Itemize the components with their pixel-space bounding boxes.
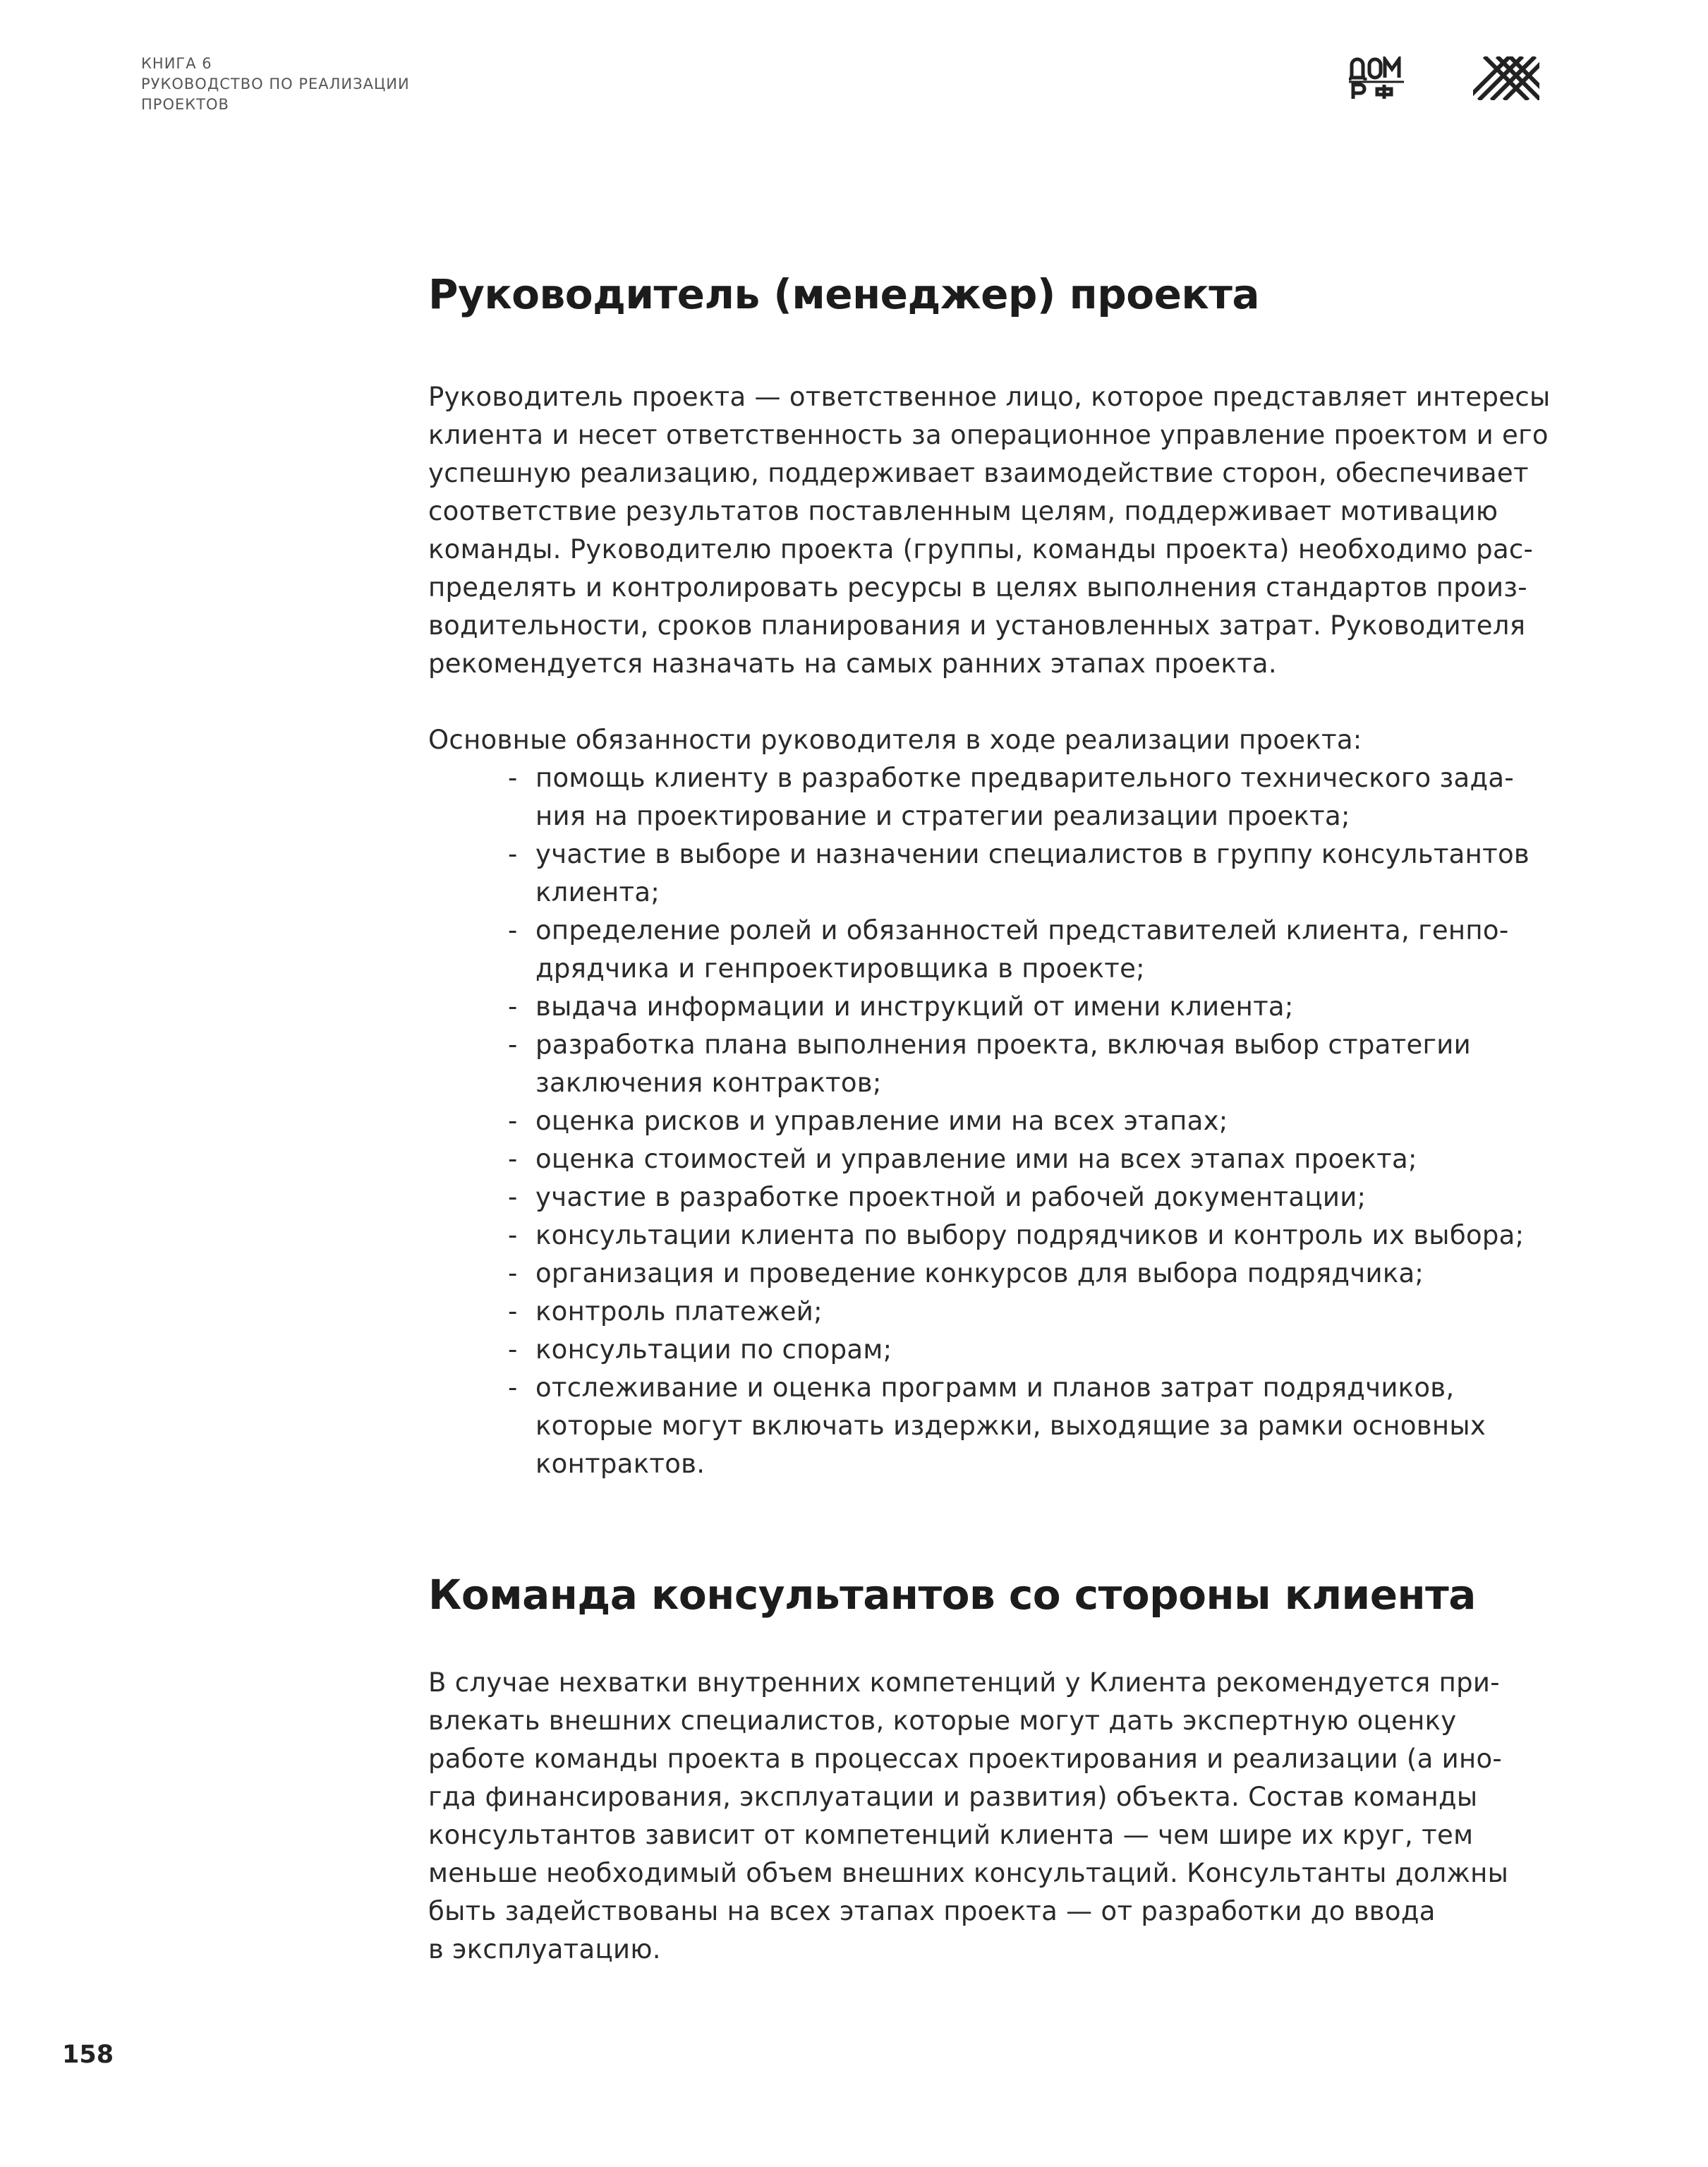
list-intro: Основные обязанности руководителя в ходе реализации проекта:	[428, 725, 1362, 755]
header-line-3: ПРОЕКТОВ	[141, 96, 229, 113]
list-item-line: контрактов.	[535, 1449, 705, 1479]
duties-list	[428, 759, 1543, 1483]
list-item-line: помощь клиенту в разработке предварительного технического зада-	[535, 763, 1515, 793]
paragraph-line: соответствие результатов поставленным целям, поддерживает мотивацию	[428, 496, 1498, 526]
dash-bullet: -	[508, 1220, 518, 1250]
dash-bullet: -	[508, 763, 518, 793]
paragraph-line: клиента и несет ответственность за операционное управление проектом и его	[428, 420, 1549, 450]
list-item-line: участие в выборе и назначении специалистов в группу консультантов	[535, 839, 1530, 869]
duties-list-wrapper	[428, 759, 1543, 1483]
header-line-2: РУКОВОДСТВО ПО РЕАЛИЗАЦИИ	[141, 76, 410, 92]
section-project-manager	[428, 270, 1543, 319]
paragraph-line: команды. Руководителю проекта (группы, команды проекта) необходимо рас-	[428, 534, 1534, 565]
dom-rf-logo-icon	[1349, 56, 1404, 100]
dash-bullet: -	[508, 1030, 518, 1060]
section-consultants	[428, 1570, 1543, 1619]
dash-bullet: -	[508, 1182, 518, 1212]
list-item-line: разработка плана выполнения проекта, включая выбор стратегии	[535, 1030, 1471, 1060]
paragraph-line: в эксплуатацию.	[428, 1934, 661, 1964]
list-item-line: выдача информации и инструкций от имени клиента;	[535, 991, 1294, 1022]
dash-bullet: -	[508, 1372, 518, 1403]
list-item	[428, 912, 1543, 988]
list-item	[428, 1178, 1543, 1217]
list-item	[428, 1369, 1543, 1483]
header-line-1: КНИГА 6	[141, 55, 212, 72]
paragraph-line: водительности, сроков планирования и установленных затрат. Руководителя	[428, 610, 1526, 641]
list-item-line: контроль платежей;	[535, 1296, 823, 1327]
dash-bullet: -	[508, 991, 518, 1022]
list-item	[428, 988, 1543, 1026]
list-item-line: отслеживание и оценка программ и планов затрат подрядчиков,	[535, 1372, 1455, 1403]
dash-bullet: -	[508, 1106, 518, 1136]
section-title: Руководитель (менеджер) проекта	[428, 270, 1260, 318]
dash-bullet: -	[508, 1144, 518, 1174]
list-item	[428, 835, 1543, 912]
paragraph-line: консультантов зависит от компетенций клиента — чем шире их круг, тем	[428, 1820, 1474, 1850]
list-item	[428, 1217, 1543, 1255]
paragraph-line: меньше необходимый объем внешних консультаций. Консультанты должны	[428, 1858, 1509, 1888]
paragraph-line: влекать внешних специалистов, которые могут дать экспертную оценку	[428, 1706, 1457, 1736]
list-item-line: консультации клиента по выбору подрядчиков и контроль их выбора;	[535, 1220, 1525, 1250]
dash-bullet: -	[508, 1296, 518, 1327]
list-item-line: дрядчика и генпроектировщика в проекте;	[535, 953, 1145, 984]
list-item-line: консультации по спорам;	[535, 1334, 892, 1365]
paragraph-line: пределять и контролировать ресурсы в целях выполнения стандартов произ-	[428, 572, 1527, 603]
list-item-line: клиента;	[535, 877, 660, 907]
dash-bullet: -	[508, 1334, 518, 1365]
paragraph-line: успешную реализацию, поддерживает взаимодействие сторон, обеспечивает	[428, 458, 1529, 488]
paragraph-line: гда финансирования, эксплуатации и развития) объекта. Состав команды	[428, 1782, 1478, 1812]
list-item-line: заключения контрактов;	[535, 1068, 882, 1098]
page-number: 158	[62, 2041, 114, 2069]
dash-bullet: -	[508, 839, 518, 869]
list-item-line: определение ролей и обязанностей представителей клиента, генпо-	[535, 915, 1509, 946]
list-item-line: ния на проектирование и стратегии реализации проекта;	[535, 801, 1350, 831]
section1-paragraph	[428, 378, 1551, 683]
duties-intro	[428, 721, 1543, 759]
list-item	[428, 1102, 1543, 1140]
paragraph-line: быть задействованы на всех этапах проекта — от разработки до ввода	[428, 1896, 1436, 1926]
paragraph-line: работе команды проекта в процессах проектирования и реализации (а ино-	[428, 1744, 1503, 1774]
list-item	[428, 1293, 1543, 1331]
dash-bullet: -	[508, 1258, 518, 1288]
dash-bullet: -	[508, 915, 518, 946]
paragraph-line: Руководитель проекта — ответственное лицо, которое представляет интересы	[428, 382, 1551, 412]
list-item-line: которые могут включать издержки, выходящие за рамки основных	[535, 1411, 1486, 1441]
paragraph-line: В случае нехватки внутренних компетенций у Клиента рекомендуется при-	[428, 1667, 1500, 1698]
list-item	[428, 1255, 1543, 1293]
list-item	[428, 1331, 1543, 1369]
paragraph-line: рекомендуется назначать на самых ранних этапах проекта.	[428, 648, 1277, 679]
section-title: Команда консультантов со стороны клиента	[428, 1571, 1476, 1619]
list-item	[428, 1026, 1543, 1102]
list-item	[428, 759, 1543, 835]
list-item	[428, 1140, 1543, 1178]
list-item-line: организация и проведение конкурсов для выбора подрядчика;	[535, 1258, 1424, 1288]
list-item-line: оценка стоимостей и управление ими на всех этапах проекта;	[535, 1144, 1417, 1174]
list-item-line: участие в разработке проектной и рабочей документации;	[535, 1182, 1367, 1212]
diagonal-grid-logo-icon	[1473, 56, 1539, 100]
book-header	[141, 54, 410, 115]
section2-paragraph	[428, 1664, 1543, 1969]
list-item-line: оценка рисков и управление ими на всех этапах;	[535, 1106, 1228, 1136]
